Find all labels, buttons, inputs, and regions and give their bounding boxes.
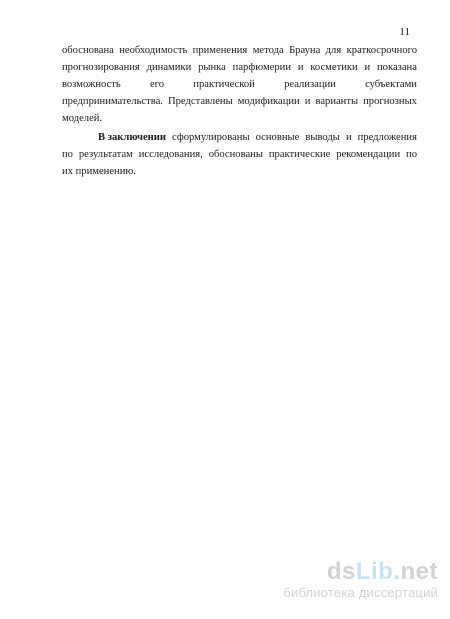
word: для: [325, 45, 342, 56]
word: прогнозирования: [62, 62, 140, 73]
word: сформулированы: [172, 132, 250, 143]
paragraph-2-line-1: [62, 131, 417, 145]
word: косметики: [310, 62, 358, 73]
word: возможность: [62, 79, 121, 90]
word: показана: [377, 62, 417, 73]
word: парфюмерии: [232, 62, 292, 73]
page-number: 11: [399, 26, 410, 38]
word: основные: [255, 132, 300, 143]
word: и: [304, 96, 311, 107]
word: предпринимательства.: [62, 96, 163, 107]
paragraph-1-line-2: [62, 61, 417, 75]
word: Представлены: [167, 96, 233, 107]
word: варианты: [315, 96, 359, 107]
word: обоснованы: [208, 149, 263, 160]
word: его: [149, 79, 165, 90]
word: исследования,: [138, 149, 203, 160]
word: необходимость: [119, 45, 188, 56]
word: прогнозных: [363, 96, 417, 107]
word: краткосрочного: [346, 45, 417, 56]
word: и: [297, 62, 304, 73]
word: применения: [192, 45, 248, 56]
dslib-watermark: [283, 559, 438, 601]
paragraph-1-line-4: [62, 95, 417, 109]
word: рынка: [198, 62, 226, 73]
word: рекомендации: [336, 149, 401, 160]
paragraph-2-line-3: их применению.: [62, 166, 136, 177]
word: Брауна: [289, 45, 321, 56]
word: реализации: [284, 79, 336, 90]
paragraph-2-line-2: [62, 148, 417, 162]
logo-part-lib: Lib: [355, 558, 394, 585]
paragraph-1-line-3: [62, 78, 417, 92]
dslib-subtitle: библиотека диссертаций: [283, 585, 438, 600]
dslib-logo: [283, 559, 438, 585]
logo-part-net: .net: [393, 558, 438, 585]
word: динамики: [146, 62, 192, 73]
word: предложения: [357, 132, 417, 143]
word: результатам: [78, 149, 133, 160]
word: по: [62, 149, 73, 160]
paragraph-1-line-5: моделей.: [62, 113, 103, 124]
word: выводы: [305, 132, 340, 143]
word: и: [345, 132, 352, 143]
word: практические: [268, 149, 331, 160]
word: и: [364, 62, 371, 73]
word: по: [406, 149, 417, 160]
word: обоснована: [62, 45, 114, 56]
word: субъектами: [365, 79, 417, 90]
word: практической: [193, 79, 255, 90]
word: модификации: [237, 96, 300, 107]
word: метода: [252, 45, 284, 56]
logo-part-ds: ds: [326, 558, 356, 585]
bold-lead: В заключении: [98, 132, 166, 143]
paragraph-1-line-1: [62, 44, 417, 58]
